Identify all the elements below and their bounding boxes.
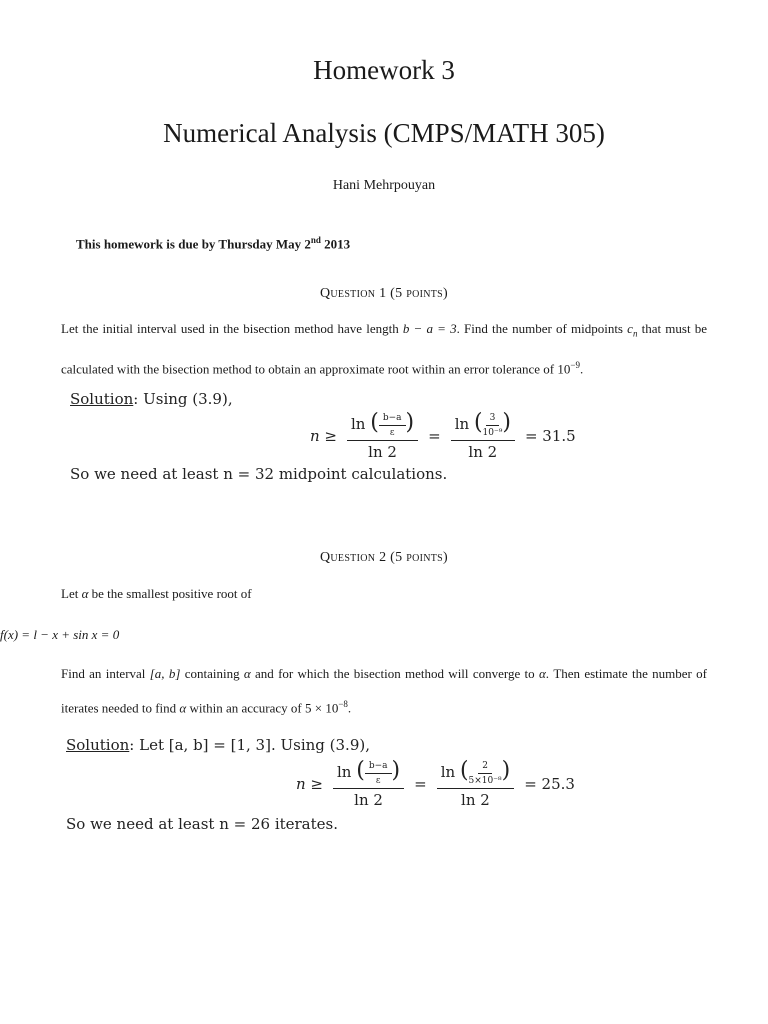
solution-1-equation: n ≥ ln ( $\frac{b-a}{\varepsilon}$ ) ln 2 = ln ( $\frac{3}{\text{10⁻⁹}}$ ) ln 2 = 31.5 (310, 410, 576, 461)
solution-1-conclusion: So we need at least n = 32 midpoint calculations. (70, 464, 448, 483)
question-2-equation: f(x) = l − x + sin x = 0 (0, 627, 120, 642)
homework-title: Homework 3 (313, 55, 455, 85)
question-2-solution (66, 736, 646, 833)
solution-2-intro: Solution: Let [a, b] = [1, 3]. Using (3.9), (66, 736, 370, 754)
question-2-intro: Let α be the smallest positive root of (61, 586, 252, 601)
question-1-solution (70, 390, 630, 483)
question-1-text: Let the initial interval used in the bisection method have length b − a = 3. Find the number of midpoints $c_n$ that must be calculated with the bisection method to obtain an approximate root within an error tolerance of $10^{-9}$. (61, 321, 708, 376)
solution-2-conclusion: So we need at least n = 26 iterates. (66, 814, 338, 833)
solution-1-intro: Solution: Using (3.9), (70, 390, 233, 408)
question-2-text: Find an interval [a, b] containing α and for which the bisection method will converge to α. Then estimate the number of iterates needed to find α within an accuracy of $5 \times 10^{-8}$. (61, 666, 707, 716)
question-1-heading: Question 1 (5 points) (319, 286, 448, 301)
course-title: Numerical Analysis (CMPS/MATH 305) (163, 118, 605, 148)
question-2-heading: Question 2 (5 points) (319, 550, 448, 565)
due-date: This homework is due by Thursday May 2nd 2013 (76, 235, 351, 252)
solution-2-equation: n ≥ ln ( $\frac{b-a}{\varepsilon}$ ) ln 2 = ln ( $\frac{2}{\text{5×10⁻⁸}}$ ) ln 2 = 25.3 (296, 758, 575, 809)
author: Hani Mehrpouyan (332, 178, 436, 193)
